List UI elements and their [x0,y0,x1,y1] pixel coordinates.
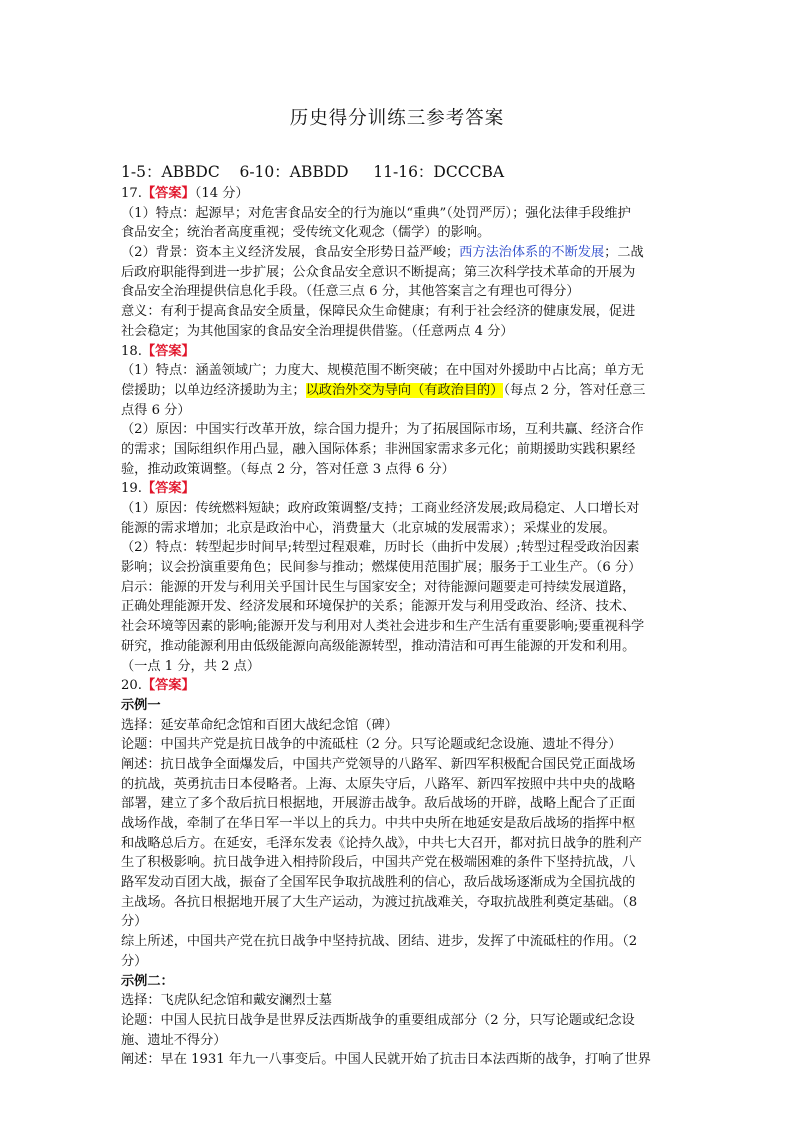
q17-highlight-western-law: 西方法治体系的不断发展 [459,245,605,261]
q20-heading [121,676,677,696]
q19-line-7: 社会环境等因素的影响;能源开发与利用对人类社会进步和生产生活有重要影响;要重视科学 [121,619,645,635]
multiple-choice-answers [121,160,504,182]
q19-line-1: （1）原因：传统燃料短缺；政府政策调整/支持；工商业经济发展;政局稳定、人口增长对 [121,501,640,516]
q18-heading [121,342,677,362]
q20-ex1-line-9: 路军发动百团大战，振奋了全国军民争取抗战胜利的信心，敌后战场逐渐成为全国抗战的 [121,875,636,891]
q20-ex1-line-13: 分） [121,953,148,969]
q19-line-6: 正确处理能源开发、经济发展和环境保护的关系；能源开发与利用受政治、经济、技术、 [121,599,636,615]
q20-answer-label: 【答案】 [141,678,195,694]
q20-number: 20. [121,678,142,694]
q20-ex2-line-2: 论题：中国人民抗日战争是世界反法西斯战争的重要组成部分（2 分，只写论题或纪念设 [121,1012,635,1028]
q19-number: 19. [121,481,142,497]
q19-line-8: 研究，推动能源利用由低级能源向高级能源转型，推动清洁和可再生能源的开发和利用。 [121,638,636,654]
answer-body [121,184,677,1070]
q19-line-5: 启示：能源的开发与利用关乎国计民生与国家安全；对待能源问题要走可持续发展道路， [121,579,636,595]
q17-line-6: 意义：有利于提高食品安全质量，保障民众生命健康；有利于社会经济的健康发展，促进 [121,304,636,320]
q17-line-7: 社会稳定；为其他国家的食品安全治理提供借鉴。（任意两点 4 分） [121,323,514,339]
q18-line-2 [121,381,677,401]
q18-line-2-part-a: 偿援助；以单边经济援助为主； [121,382,306,398]
q18-line-3: 点得 6 分） [121,402,191,418]
q17-answer-label: 【答案】 [141,186,195,201]
q17-score: （14 分） [194,186,249,201]
q20-example-2-title: 示例二： [121,973,174,989]
q18-line-6: 验，推动政策调整。（每点 2 分，答对任意 3 点得 6 分） [121,461,455,477]
q19-line-9: （一点 1 分，共 2 点） [121,658,261,674]
q20-ex2-line-4: 阐述：早在 1931 年九一八事变后。中国人民就开始了抗击日本法西斯的战争，打响了世界 [121,1052,651,1068]
q20-ex1-line-5: 部署，建立了多个敌后抗日根据地，开展游击战争。敌后战场的开辟，战略上配合了正面 [121,796,636,812]
q19-line-3: （2）特点：转型起步时间早;转型过程艰难，历时长（曲折中发展）;转型过程受政治因素 [121,540,640,556]
q18-line-2-part-c: （每点 2 分，答对任意三 [503,382,646,398]
q20-ex1-line-8: 生了积极影响。抗日战争进入相持阶段后，中国共产党在极端困难的条件下坚持抗战，八 [121,855,636,871]
q17-line-3-part-c: ；二战 [604,245,644,261]
q17-line-1: （1）特点：起源早；对危害食品安全的行为施以“重典”（处罚严厉）；强化法律手段维护 [121,205,631,221]
q20-ex1-line-3: 阐述：抗日战争全面爆发后，中国共产党领导的八路军、新四军积极配合国民党正面战场 [121,756,636,772]
q18-number: 18. [121,343,142,359]
q20-ex1-line-4: 的抗战，英勇抗击日本侵略者。上海、太原失守后，八路军、新四军按照中共中央的战略 [121,776,636,792]
q20-ex1-line-10: 主战场。各抗日根据地开展了大生产运动，为渡过抗战难关，夺取抗战胜利奠定基础。（8 [121,894,638,910]
q19-heading [121,479,677,499]
q18-highlight-political-diplomacy: 以政治外交为导向（有政治目的） [305,382,504,398]
q19-answer-label: 【答案】 [141,481,195,497]
q17-line-3-part-a: （2）背景：资本主义经济发展，食品安全形势日益严峻； [121,245,460,261]
q18-line-1: （1）特点：涵盖领域广；力度大、规模范围不断突破；在中国对外援助中占比高；单方无 [121,363,644,379]
q20-ex2-line-1: 选择：飞虎队纪念馆和戴安澜烈士墓 [121,993,332,1009]
q18-answer-label: 【答案】 [141,343,195,359]
q17-line-5: 食品安全治理提供信息化手段。（任意三点 6 分，其他答案言之有理也可得分） [121,284,580,300]
q20-ex1-line-2: 论题：中国共产党是抗日战争的中流砥柱（2 分。只写论题或纪念设施、遗址不得分） [121,737,622,753]
q17-line-2: 食品安全；统治者高度重视；受传统文化观念（儒学）的影响。 [121,225,491,241]
q17-line-3 [121,243,677,263]
q18-line-5: 的需求；国际组织作用凸显，融入国际体系；非洲国家需求多元化；前期援助实践积累经 [121,441,636,457]
mc-answer-6-10: 6-10：ABBDD [239,163,349,181]
q18-line-4: （2）原因：中国实行改革开放，综合国力提升；为了拓展国际市场，互利共赢、经济合作 [121,422,644,438]
q17-heading [121,184,677,204]
mc-answer-1-5: 1-5：ABBDC [121,163,220,181]
q20-example-1-title: 示例一 [121,697,161,713]
q20-ex1-line-7: 和战略总后方。在延安，毛泽东发表《论持久战》，中共七大召开，都对抗日战争的胜利产 [121,835,642,851]
q20-ex1-line-12: 综上所述，中国共产党在抗日战争中坚持抗战、团结、进步，发挥了中流砥柱的作用。（2 [121,934,638,950]
mc-answer-11-16: 11-16：DCCCBA [373,163,505,181]
q20-ex1-line-1: 选择：延安革命纪念馆和百团大战纪念馆（碑） [121,717,398,733]
q17-number: 17. [121,186,142,201]
page-title: 历史得分训练三参考答案 [289,108,505,129]
q20-ex1-line-6: 战场作战，牵制了在华日军一半以上的兵力。中共中央所在地延安是敌后战场的指挥中枢 [121,816,636,831]
q17-line-4: 后政府职能得到进一步扩展；公众食品安全意识不断提高；第三次科学技术革命的开展为 [121,264,636,280]
q19-line-2: 能源的需求增加；北京是政治中心，消费量大（北京城的发展需求）；采煤业的发展。 [121,520,616,536]
q20-ex1-line-11: 分） [121,914,148,930]
q19-line-4: 影响；议会扮演重要角色；民间参与推动；燃煤使用范围扩展；服务于工业生产。（6 分） [121,560,642,576]
q20-ex2-line-3: 施、遗址不得分） [121,1032,227,1048]
